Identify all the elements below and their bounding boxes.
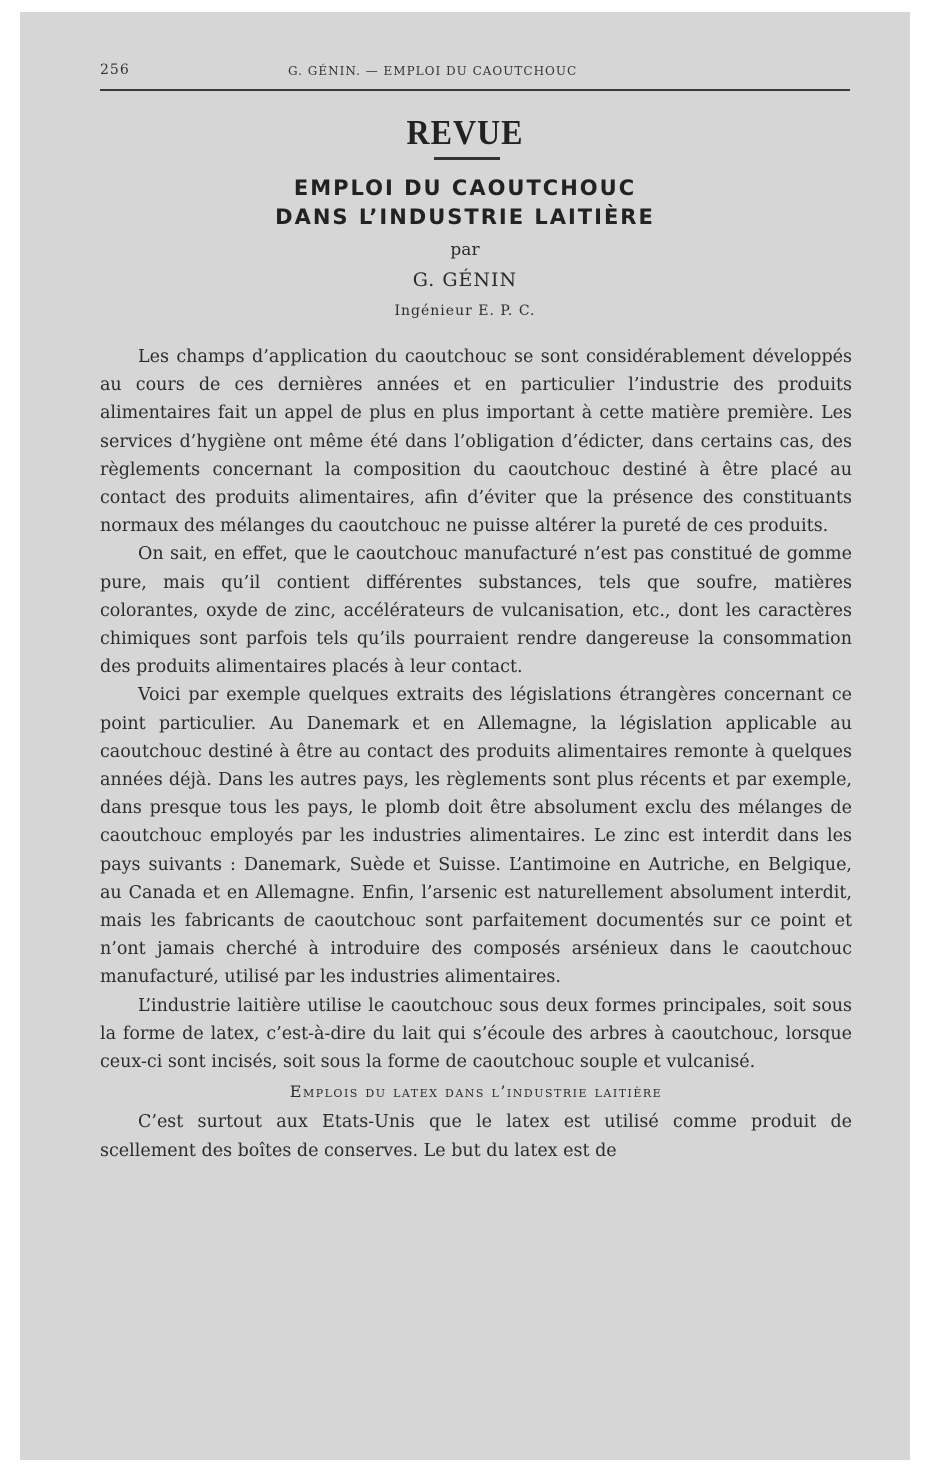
paragraph: Voici par exemple quelques extraits des législations étrangères concernant ce point particulier. Au Danemark et en Allemagne, la législation applicable au caoutchouc destiné à être au contact des produits alimentaires remonte à quelques années déjà. Dans les autres pays, les règlements sont plus récents et par exemple, dans presque tous les pays, le plomb doit être absolument exclu des mélanges de caoutchouc employés par les industries alimentaires. Le zinc est interdit dans les pays suivants : Danemark, Suède et Suisse. L’antimoine en Autriche, en Belgique, au Canada et en Allemagne. Enfin, l’arsenic est naturellement absolument interdit, mais les fabricants de caoutchouc sont parfaitement documentés sur ce point et n’ont jamais cherché à introduire des composés arsénieux dans le caoutchouc manufacturé, utilisé par les industries alimentaires. — [100, 685, 852, 988]
page-number: 256 — [100, 62, 130, 78]
paragraph: C’est surtout aux Etats-Unis que le latex est utilisé comme produit de scellement des boîtes de conserves. Le but du latex est de — [100, 1112, 852, 1161]
article-title — [0, 174, 930, 232]
title-rule — [434, 157, 500, 160]
paragraph: L’industrie laitière utilise le caoutchouc sous deux formes principales, soit sous la forme de latex, c’est-à-dire du lait qui s’écoule des arbres à caoutchouc, lorsque ceux-ci sont incisés, soit sous la forme de caoutchouc souple et vulcanisé. — [100, 995, 852, 1073]
paragraph: On sait, en effet, que le caoutchouc manufacturé n’est pas constitué de gomme pure, mais qu’il contient différentes substances, tels que soufre, matières colorantes, oxyde de zinc, accélérateurs de vulcanisation, etc., dont les caractères chimiques sont parfois tels qu’ils pourraient rendre dangereuse la consommation des produits alimentaires placés à leur contact. — [100, 544, 852, 678]
section-subheading: Emplois du latex dans l’industrie laitière — [289, 1082, 663, 1102]
author-affiliation: Ingénieur E. P. C. — [394, 303, 536, 319]
author-name: G. GÉNIN — [412, 269, 518, 291]
title-line-1: EMPLOI DU CAOUTCHOUC — [293, 176, 637, 200]
running-header-text: G. GÉNIN. — EMPLOI DU CAOUTCHOUC — [288, 64, 578, 78]
running-header — [100, 62, 850, 84]
paragraph: Les champs d’application du caoutchouc se sont considérablement développés au cours de ces dernières années et en particulier l’industrie des produits alimentaires fait un appel de plus en plus important à cette matière première. Les services d’hygiène ont même été dans l’obligation d’édicter, dans certains cas, des règlements concernant la composition du caoutchouc destiné à être placé au contact des produits alimentaires, afin d’éviter que la présence des constituants normaux des mélanges du caoutchouc ne puisse altérer la pureté de ces produits. — [100, 347, 852, 537]
article-body — [100, 343, 852, 1165]
section-label: REVUE — [406, 112, 524, 152]
title-line-2: DANS L’INDUSTRIE LAITIÈRE — [275, 205, 655, 229]
header-rule — [100, 89, 850, 91]
by-line: par — [450, 240, 480, 260]
